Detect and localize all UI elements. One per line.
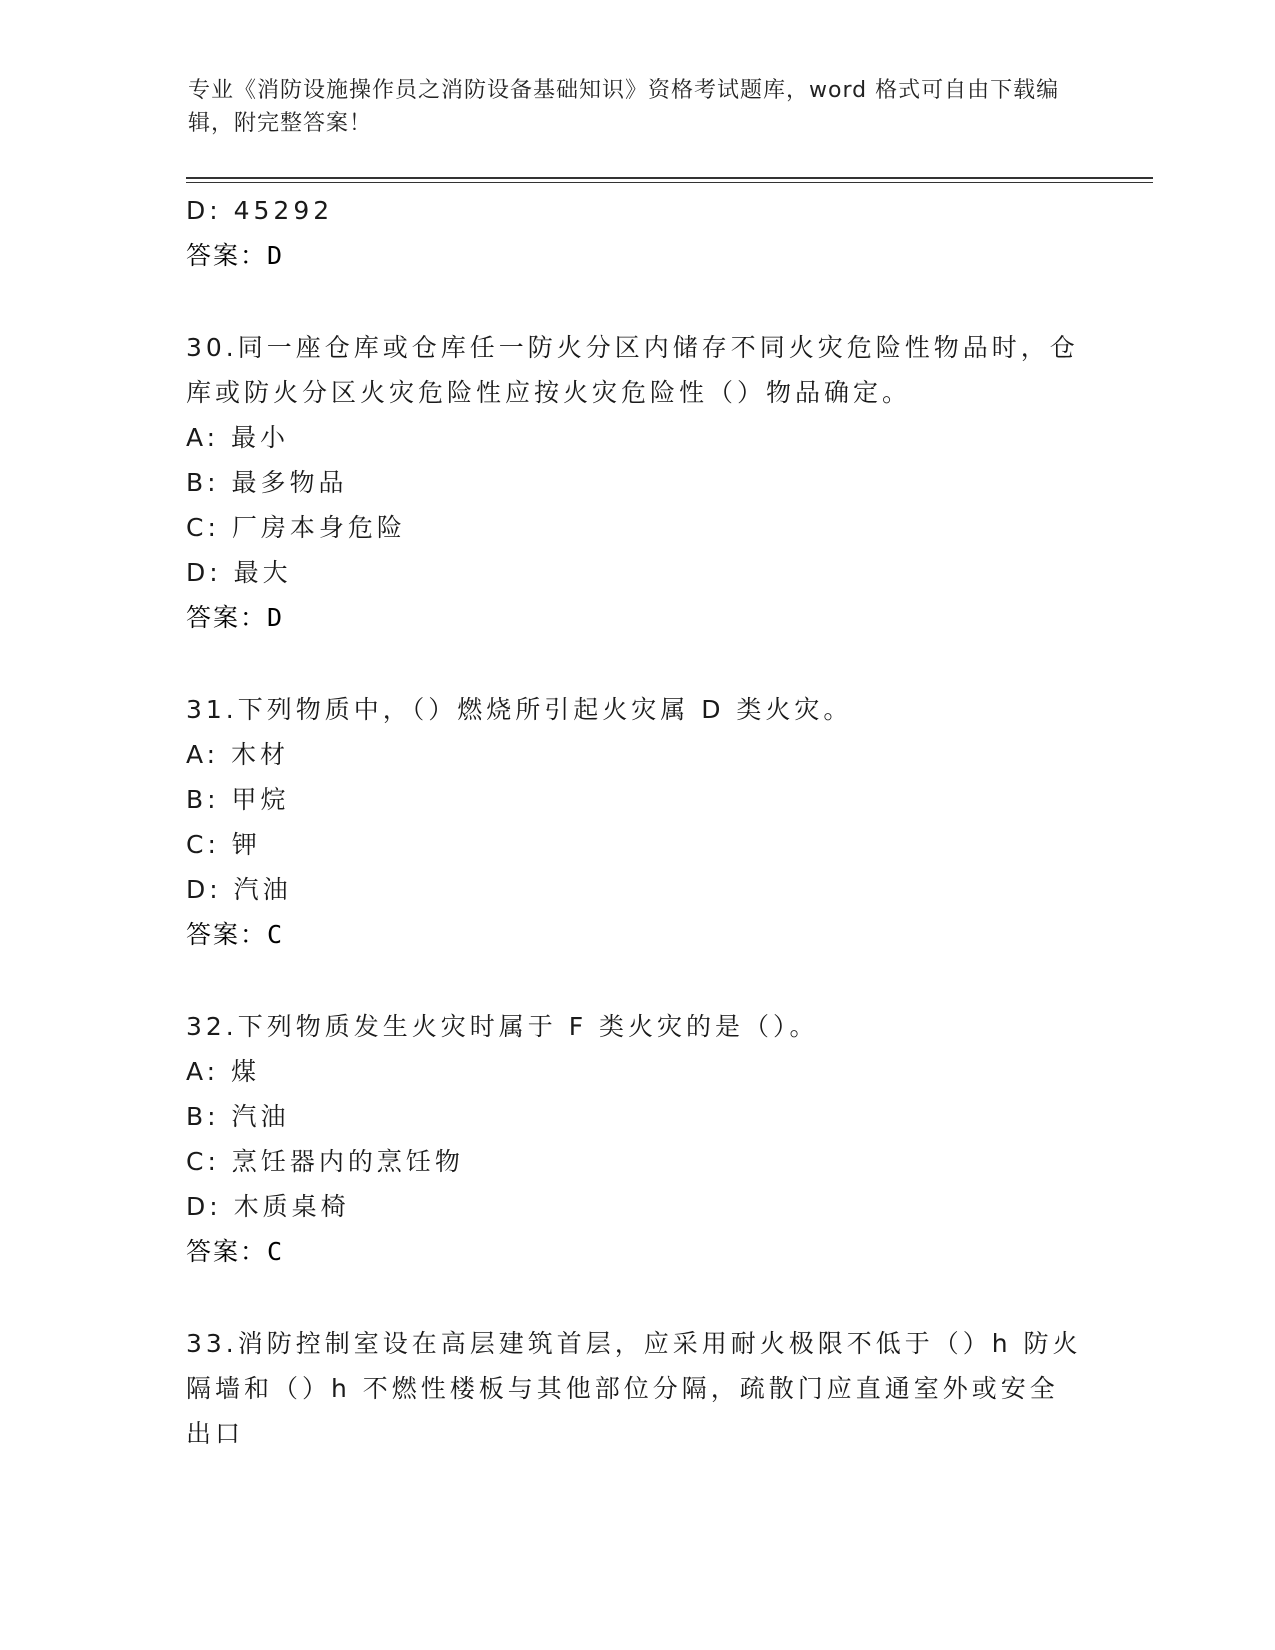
answer-line xyxy=(186,233,1086,278)
page-header: 专业《消防设施操作员之消防设备基础知识》资格考试题库，word 格式可自由下载编辑，附完整答案！ xyxy=(188,78,1060,136)
option-c: C: 厂房本身危险 xyxy=(186,513,406,542)
option-b: B: 最多物品 xyxy=(186,468,348,497)
answer-value: C xyxy=(267,920,285,949)
answer-line xyxy=(186,595,1086,640)
question-stem: 32.下列物质发生火灾时属于 F 类火灾的是（）。 xyxy=(186,1012,819,1041)
question-content xyxy=(186,188,1086,1456)
answer-line xyxy=(186,912,1086,957)
option-a: A: 煤 xyxy=(186,1057,261,1086)
question-stem: 33.消防控制室设在高层建筑首层，应采用耐火极限不低于（）h 防火隔墙和（）h 不燃性楼板与其他部位分隔，疏散门应直通室外或安全出口 xyxy=(186,1329,1082,1448)
option-d: D: 45292 xyxy=(186,196,334,225)
question-31 xyxy=(186,687,1086,957)
answer-value: D xyxy=(267,241,285,270)
question-stem: 30.同一座仓库或仓库任一防火分区内储存不同火灾危险性物品时，仓库或防火分区火灾危险性应按火灾危险性（）物品确定。 xyxy=(186,333,1079,407)
question-32 xyxy=(186,1004,1086,1274)
option-b: B: 甲烷 xyxy=(186,785,290,814)
question-stem: 31.下列物质中，（）燃烧所引起火灾属 D 类火灾。 xyxy=(186,695,853,724)
answer-value: C xyxy=(267,1237,285,1266)
answer-label: 答案： xyxy=(186,1237,268,1266)
answer-line xyxy=(186,1229,1086,1274)
question-30 xyxy=(186,325,1086,640)
previous-question-fragment xyxy=(186,188,1086,278)
question-33 xyxy=(186,1321,1086,1456)
answer-label: 答案： xyxy=(186,603,268,632)
answer-label: 答案： xyxy=(186,920,268,949)
option-d: D: 最大 xyxy=(186,558,292,587)
option-a: A: 木材 xyxy=(186,740,290,769)
option-a: A: 最小 xyxy=(186,423,290,452)
option-c: C: 烹饪器内的烹饪物 xyxy=(186,1147,464,1176)
option-c: C: 钾 xyxy=(186,830,261,859)
answer-label: 答案： xyxy=(186,241,268,270)
answer-value: D xyxy=(267,603,285,632)
option-b: B: 汽油 xyxy=(186,1102,290,1131)
header-divider xyxy=(186,177,1153,183)
option-d: D: 木质桌椅 xyxy=(186,1192,350,1221)
option-d: D: 汽油 xyxy=(186,875,292,904)
